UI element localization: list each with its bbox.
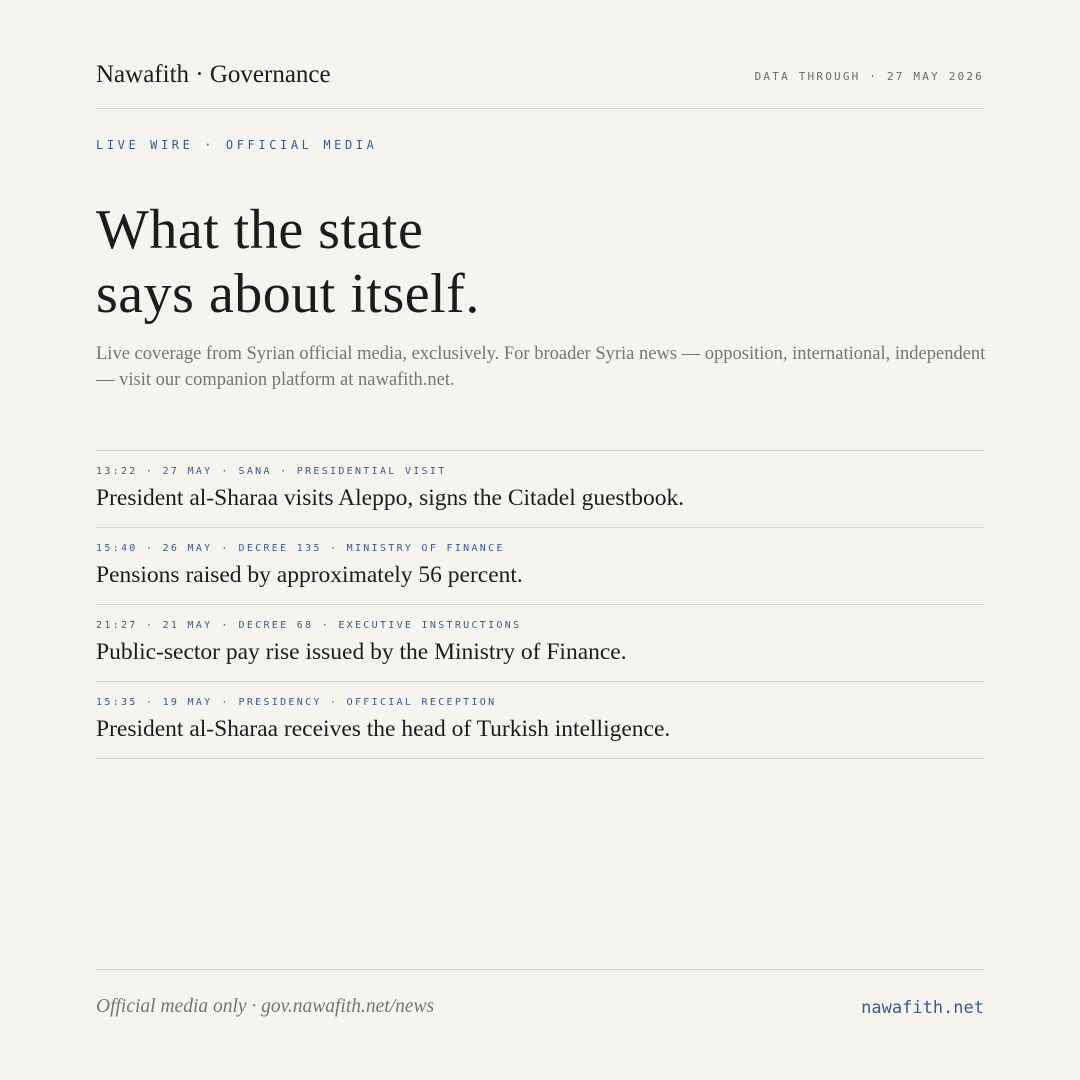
news-source: PRESIDENCY · OFFICIAL RECEPTION xyxy=(238,697,497,708)
news-meta xyxy=(96,697,496,708)
news-source: DECREE 135 · MINISTRY OF FINANCE xyxy=(238,543,505,554)
meta-separator: · xyxy=(221,466,230,477)
brand-logo[interactable]: Nawafith · Governance xyxy=(96,61,331,88)
page xyxy=(96,0,984,1080)
page-title-line-1: What the state xyxy=(96,199,424,261)
news-source: SANA · PRESIDENTIAL VISIT xyxy=(238,466,447,477)
page-title-line-2: says about itself. xyxy=(96,263,480,325)
page-title xyxy=(96,198,984,326)
news-list xyxy=(96,450,984,759)
news-meta xyxy=(96,466,447,477)
news-item[interactable] xyxy=(96,528,984,605)
site-footer xyxy=(96,969,984,1050)
news-headline[interactable]: Public-sector pay rise issued by the Ministry of Finance. xyxy=(96,639,627,665)
news-headline[interactable]: President al-Sharaa visits Aleppo, signs the Citadel guestbook. xyxy=(96,485,685,511)
meta-separator: · xyxy=(221,620,230,631)
news-timestamp: 13:22 · 27 MAY xyxy=(96,466,213,477)
news-meta xyxy=(96,543,505,554)
news-headline[interactable]: President al-Sharaa receives the head of Turkish intelligence. xyxy=(96,716,671,742)
news-meta xyxy=(96,620,521,631)
footer-link[interactable]: nawafith.net xyxy=(861,998,984,1018)
footer-note: Official media only · gov.nawafith.net/news xyxy=(96,996,435,1017)
news-source: DECREE 68 · EXECUTIVE INSTRUCTIONS xyxy=(238,620,522,631)
news-item[interactable] xyxy=(96,605,984,682)
news-timestamp: 21:27 · 21 MAY xyxy=(96,620,213,631)
site-header xyxy=(96,60,984,109)
news-timestamp: 15:40 · 26 MAY xyxy=(96,543,213,554)
section-eyebrow: LIVE WIRE · OFFICIAL MEDIA xyxy=(96,138,378,152)
data-through-date: DATA THROUGH · 27 MAY 2026 xyxy=(754,70,984,83)
news-item[interactable] xyxy=(96,682,984,759)
intro-paragraph: Live coverage from Syrian official media, exclusively. For broader Syria news — opposition, international, independent — visit our companion platform at nawafith.net. xyxy=(96,344,986,390)
news-timestamp: 15:35 · 19 MAY xyxy=(96,697,213,708)
news-headline[interactable]: Pensions raised by approximately 56 percent. xyxy=(96,562,523,588)
meta-separator: · xyxy=(221,543,230,554)
meta-separator: · xyxy=(221,697,230,708)
news-item[interactable] xyxy=(96,451,984,528)
